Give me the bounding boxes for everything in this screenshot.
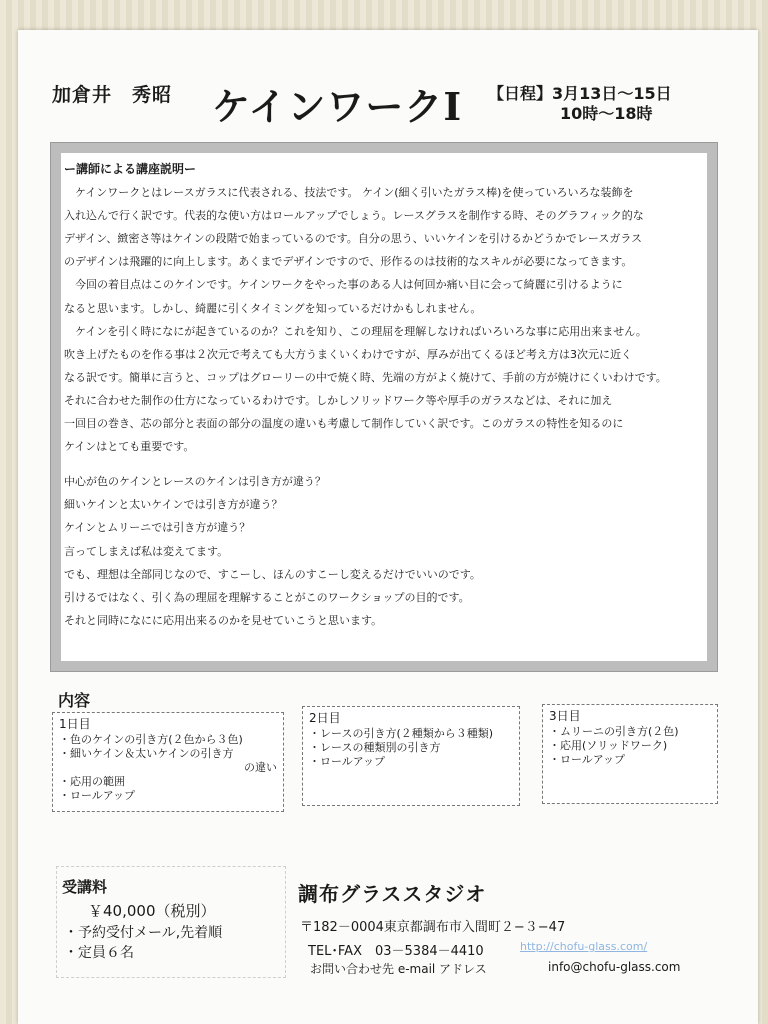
description-line: 吹き上げたものを作る事は２次元で考えても大方うまくいくわけですが、厚みが出てくるほど考え方は3次元に近く bbox=[64, 347, 632, 361]
studio-url-link[interactable]: http://chofu-glass.com/ bbox=[520, 940, 648, 953]
day3-item: ・ロールアップ bbox=[549, 753, 626, 766]
description-line: 今回の着目点はこのケインです。ケインワークをやった事のある人は何回か痛い目に会って綺麗に引けるように bbox=[64, 278, 623, 292]
description-line: なる訳です。簡単に言うと、コップはグローリーの中で焼く時、先端の方がよく焼けて、手前の方が焼けにくいわけです。 bbox=[64, 370, 667, 384]
schedule bbox=[488, 84, 672, 124]
schedule-label: 【日程】 bbox=[488, 84, 553, 103]
instructor-name: 加倉井 秀昭 bbox=[52, 84, 173, 106]
day1-item: ・色のケインの引き方(２色から３色) bbox=[59, 733, 243, 746]
day3-label: 3日目 bbox=[549, 709, 581, 723]
day1-item: ・細いケイン＆太いケインの引き方 bbox=[59, 747, 234, 760]
description-line: 入れ込んで行く訳です。代表的な使い方はロールアップでしょう。レースグラスを制作する時、そのグラフィック的な bbox=[64, 209, 644, 223]
question-line: でも、理想は全部同じなので、すこーし、ほんのすこーし変えるだけでいいのです。 bbox=[64, 567, 481, 581]
question-line: 細いケインと太いケインでは引き方が違う？ bbox=[64, 498, 283, 512]
description-line: ケインを引く時になにが起きているのか？これを知り、この理屈を理解しなければいろいろな事に応用出来ません。 bbox=[64, 324, 647, 338]
description-text bbox=[64, 158, 704, 632]
description-line: ケインワークとはレースガラスに代表される、技法です。 ケイン(細く引いたガラス棒)を使っていろいろな装飾を bbox=[64, 186, 634, 200]
day2-item: ・ロールアップ bbox=[309, 755, 386, 768]
paragraph-gap bbox=[64, 458, 704, 470]
day2-label: 2日目 bbox=[309, 711, 341, 725]
question-line: 言ってしまえば私は変えてます。 bbox=[64, 544, 229, 558]
day3-item: ・ムリーニの引き方(２色) bbox=[549, 725, 679, 738]
workshop-title: ケインワークⅠ bbox=[212, 84, 463, 129]
description-line: なると思います。しかし、綺麗に引くタイミングを知っているだけかもしれません。 bbox=[64, 301, 482, 315]
schedule-dates: 3月13日〜15日 bbox=[552, 84, 672, 103]
day1-label: 1日目 bbox=[59, 717, 91, 731]
day1-box bbox=[52, 712, 284, 812]
day2-item: ・レースの引き方(２種類から３種類) bbox=[309, 727, 494, 740]
day1-item: ・ロールアップ bbox=[59, 789, 136, 802]
question-line: ケインとムリーニでは引き方が違う？ bbox=[64, 521, 251, 535]
description-line: ケインはとても重要です。 bbox=[64, 440, 195, 454]
day1-item: の違い bbox=[244, 761, 277, 774]
day3-box bbox=[542, 704, 718, 804]
fee-title: 受講料 bbox=[62, 878, 108, 896]
contact-label: お問い合わせ先 e-mail アドレス bbox=[310, 962, 487, 976]
studio-address: 〒182－0004東京都調布市入間町２−３−47 bbox=[300, 920, 566, 935]
description-line: デザイン、緻密さ等はケインの段階で始まっているのです。自分の思う、いいケインを引けるかどうかでレースガラス bbox=[64, 232, 643, 246]
studio-name: 調布グラススタジオ bbox=[298, 882, 487, 906]
description-heading: ー講師による講座説明ー bbox=[64, 162, 197, 176]
description-line: のデザインは飛躍的に向上します。あくまでデザインですので、形作るのは技術的なスキルが必要になってきます。 bbox=[64, 255, 633, 269]
contents-title: 内容 bbox=[58, 691, 91, 710]
fee-price: ￥40,000（税別） bbox=[88, 902, 216, 920]
day2-item: ・レースの種類別の引き方 bbox=[309, 741, 441, 754]
question-line: 中心が色のケインとレースのケインは引き方が違う？ bbox=[64, 475, 326, 489]
description-line: それに合わせた制作の仕方になっているわけです。しかしソリッドワーク等や厚手のガラスなどは、それに加え bbox=[64, 393, 613, 407]
fee-note: ・予約受付メール,先着順 bbox=[64, 925, 223, 941]
question-line: それと同時になにに応用出来るのかを見せていこうと思います。 bbox=[64, 613, 383, 627]
day3-item: ・応用(ソリッドワーク) bbox=[549, 739, 668, 752]
day2-box bbox=[302, 706, 520, 806]
description-line: 一回目の巻き、芯の部分と表面の部分の温度の違いも考慮して制作していく訳です。このガラスの特性を知るのに bbox=[64, 417, 624, 431]
studio-tel-fax: TEL･FAX 03－5384－4410 bbox=[308, 944, 484, 959]
day1-item: ・応用の範囲 bbox=[59, 775, 125, 788]
fee-note: ・定員６名 bbox=[64, 945, 134, 961]
contact-email[interactable]: info@chofu-glass.com bbox=[548, 960, 681, 974]
question-line: 引けるではなく、引く為の理屈を理解することがこのワークショップの目的です。 bbox=[64, 590, 470, 604]
schedule-time: 10時〜18時 bbox=[560, 104, 653, 123]
